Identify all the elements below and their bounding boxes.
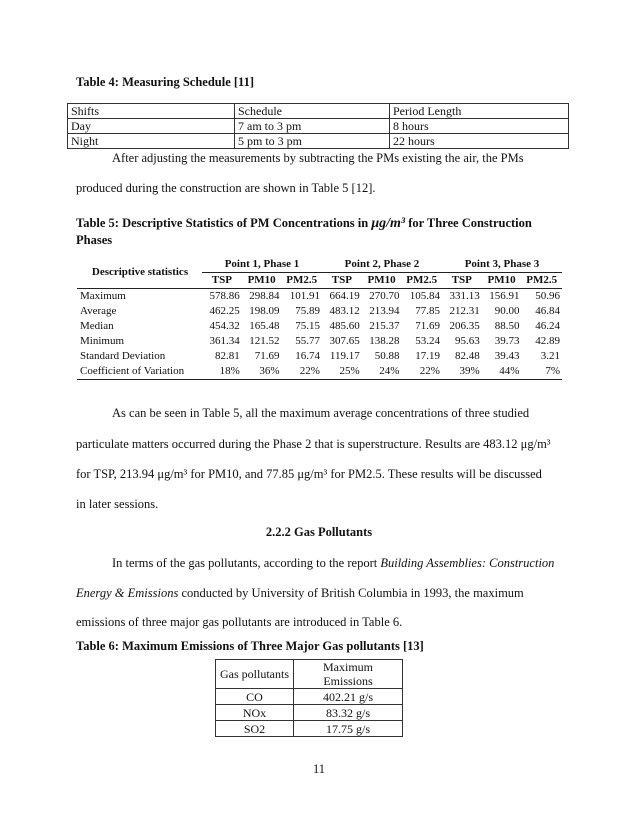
phase-header: Point 1, Phase 1 [202,257,322,273]
table-cell: CO [216,689,294,705]
gas-emissions-table [215,659,403,737]
paragraph-line: As can be seen in Table 5, all the maximum average concentrations of three studied [112,406,530,420]
table-corner-label: Descriptive statistics [77,257,202,289]
table-cell: SO2 [216,721,294,737]
table-cell: 121.52 [249,335,280,347]
table-cell: 24% [362,364,402,380]
table-cell: 39.73 [494,335,520,347]
section-heading: 2.2.2 Gas Pollutants [265,525,373,539]
table-cell: 7% [521,364,562,380]
table4-caption: Table 4: Measuring Schedule [11] [76,75,255,89]
pollutant-header: PM10 [482,273,522,289]
phase-header: Point 2, Phase 2 [322,257,442,273]
table-cell: 165.48 [249,320,280,332]
table-phase-row [77,257,562,273]
table-cell: 215.37 [369,320,400,332]
table-header-row [68,104,569,119]
pollutant-header: TSP [202,273,242,289]
paragraph-text: conducted by University of British Columbia in 1993, the maximum [178,586,524,600]
table-row [68,134,569,149]
pollutant-header: PM10 [362,273,402,289]
table-header-cell: Period Length [390,104,569,119]
table-row [68,119,569,134]
table-cell: 36% [242,364,282,380]
table-cell: 402.21 g/s [294,689,403,705]
table-cell: 462.25 [209,305,240,317]
table6-caption: Table 6: Maximum Emissions of Three Major Gas pollutants [13] [76,639,424,653]
table-cell: 298.84 [249,290,280,302]
report-title: Building Assemblies: Construction [380,556,555,570]
page-number: 11 [312,762,326,776]
table-cell: 82.48 [454,350,480,362]
table-cell: 55.77 [295,335,320,347]
table-row [77,364,562,380]
table-cell: 156.91 [489,290,520,302]
paragraph-line: After adjusting the measurements by subtracting the PMs existing the air, the PMs [112,151,524,165]
table-cell: Day [68,119,235,134]
table-row [216,705,403,721]
row-label: Median [80,320,114,332]
table-cell: 17.75 g/s [294,721,403,737]
table-cell: 454.32 [209,320,240,332]
table-cell: 198.09 [249,305,280,317]
table5-caption [76,215,566,248]
table-cell: 138.28 [369,335,400,347]
table-cell: 18% [202,364,242,380]
table-cell: 53.24 [415,335,440,347]
measuring-schedule-table [67,103,569,149]
table-cell: 50.96 [535,290,560,302]
table-cell: 22% [401,364,441,380]
pollutant-header: PM2.5 [401,273,441,289]
table-cell: 206.35 [449,320,480,332]
table-cell: 82.81 [215,350,240,362]
caption-text: Table 5: Descriptive Statistics of PM Concentrations in [76,216,372,230]
table-cell: 39% [442,364,482,380]
table-cell: 17.19 [415,350,440,362]
table-cell: 39.43 [494,350,520,362]
caption-text: Phases [76,233,113,247]
pm-statistics-table [77,257,562,380]
paragraph-line [112,555,572,571]
table-cell: 90.00 [494,305,520,317]
table-cell: 22 hours [390,134,569,149]
table-cell: 75.89 [295,305,320,317]
table-cell: 88.50 [494,320,520,332]
table-row [216,689,403,705]
table-row [216,721,403,737]
row-label: Standard Deviation [80,350,166,362]
table-cell: 664.19 [329,290,360,302]
row-label: Average [80,305,117,317]
table-header-cell: Schedule [235,104,390,119]
table-row [77,304,562,319]
table-cell: 75.15 [295,320,320,332]
table-cell: 8 hours [390,119,569,134]
table-cell: 71.69 [415,320,440,332]
table-cell: 44% [482,364,522,380]
paragraph-text: In terms of the gas pollutants, according to the report [112,556,381,570]
table-cell: 331.13 [449,290,480,302]
pollutant-header: PM2.5 [282,273,322,289]
table-cell: 46.84 [535,305,560,317]
table-cell: 485.60 [329,320,360,332]
table-cell: 5 pm to 3 pm [235,134,390,149]
pollutant-header: PM10 [242,273,282,289]
table-cell: 361.34 [209,335,240,347]
table-row [77,334,562,349]
table-cell: 95.63 [454,335,480,347]
table-cell: 7 am to 3 pm [235,119,390,134]
table-header-cell: Maximum Emissions [294,660,403,689]
table-cell: 3.21 [540,350,560,362]
table-cell: Night [68,134,235,149]
caption-text: for Three Construction [405,216,532,230]
table-cell: 213.94 [369,305,400,317]
pollutant-header: PM2.5 [521,273,562,289]
table-cell: 212.31 [449,305,480,317]
phase-header: Point 3, Phase 3 [442,257,562,273]
table-cell: 50.88 [374,350,400,362]
table-cell: 46.24 [535,320,560,332]
table-cell: 22% [282,364,322,380]
table-cell: 307.65 [329,335,360,347]
row-label: Maximum [80,290,126,302]
table-cell: 101.91 [289,290,320,302]
table-cell: 77.85 [415,305,440,317]
table-cell: 42.89 [535,335,560,347]
table-cell: 119.17 [329,350,360,362]
table-row [77,349,562,364]
row-label: Minimum [80,335,125,347]
table-header-cell: Shifts [68,104,235,119]
table-cell: 25% [322,364,362,380]
pollutant-header: TSP [322,273,362,289]
pm-statistics-table-wrapper [77,257,562,382]
row-label: Coefficient of Variation [77,364,202,380]
paragraph-line [76,585,562,601]
pollutant-header: TSP [442,273,482,289]
paragraph-line: emissions of three major gas pollutants are introduced in Table 6. [76,615,403,629]
table-cell: 105.84 [409,290,440,302]
paragraph-line: for TSP, 213.94 μg/m³ for PM10, and 77.85 μg/m³ for PM2.5. These results will be discussed [76,467,542,481]
table-row [77,319,562,334]
paragraph-line: produced during the construction are shown in Table 5 [12]. [76,181,376,195]
paragraph-line: particulate matters occurred during the Phase 2 that is superstructure. Results are 483.12 μg/m³ [76,437,551,451]
table-cell: 71.69 [254,350,280,362]
table-cell: 483.12 [329,305,360,317]
table-cell: 578.86 [209,290,240,302]
table-cell: NOx [216,705,294,721]
table-header-cell: Gas pollutants [216,660,294,689]
caption-unit: μg/m³ [371,216,406,231]
table-row [77,289,562,305]
table-cell: 16.74 [295,350,320,362]
paragraph-line: in later sessions. [76,497,159,511]
table-cell: 83.32 g/s [294,705,403,721]
table-header-row [216,660,403,689]
report-title: Energy & Emissions [76,586,179,600]
table-cell: 270.70 [369,290,400,302]
